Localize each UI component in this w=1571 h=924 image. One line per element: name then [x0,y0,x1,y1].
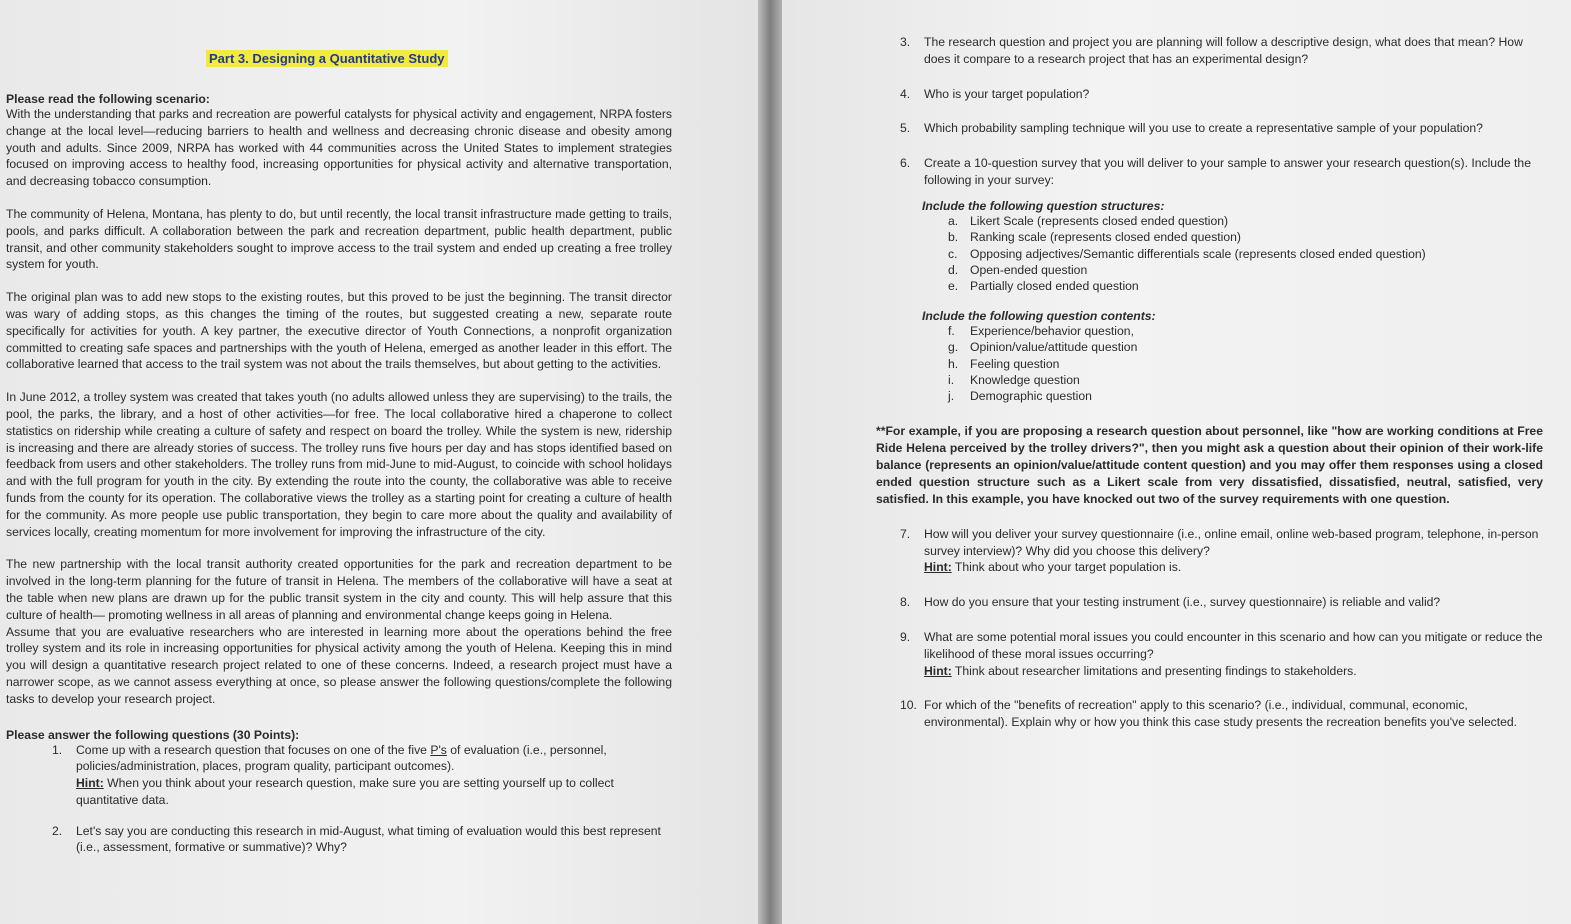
question-text: Let's say you are conducting this research in mid-August, what timing of evaluation would this best represent (i.e., assessment, formative or summative)? Why? [76,823,661,855]
list-letter: f. [948,323,955,338]
list-letter: h. [948,356,959,371]
list-text: Open-ended question [970,263,1088,277]
list-text: Demographic question [970,389,1092,404]
scenario-paragraph-4: In June 2012, a trolley system was created that takes youth (no adults allowed unless they are supervising) to the trails, the pool, the parks, the library, and a host of other activities—for free. The local collaborative hired a chaperone to collect statistics on ridership while creating a culture of safety and respect on board the trolley. While the system is new, ridership is increasing and there are already stories of success. The trolley runs five hours per day and has stops identified based on feedback from users and other stakeholders. The trolley runs from mid-June to mid-August, to coincide with school holidays and with the full program for youth in the city. By extending the route into the county, the collaborative was able to receive funds from the county for its operation. The collaborative views the trolley as a starting point for creating a culture of health for the community. As more people use public transportation, they begin to care more about the quality and availability of services locally, creating momentum for more involvement for improving the infrastructure of the city. [6,390,672,539]
list-item [948,339,1543,355]
question-2 [52,823,672,857]
question-4 [900,86,1543,103]
question-text: Create a 10-question survey that you will deliver to your sample to answer your research question(s). Include the following in your survey: [924,156,1531,187]
right-page [782,0,1571,924]
list-text: Ranking scale (represents closed ended question) [970,230,1241,245]
hint-text: Think about who your target population is. [951,560,1182,575]
list-item [948,356,1543,372]
contents-title: Include the following question contents: [922,308,1156,323]
question-text: Which probability sampling technique will you use to create a representative sample of your population? [924,121,1483,136]
question-number: 1. [52,742,63,757]
scenario-paragraph-6: Assume that you are evaluative researchers who are interested in learning more about the operations behind the free trolley system and its role in increasing opportunities for physical activity among the youth of Helena. Keeping this in mind you will design a quantitative research project related to one of these concerns. Indeed, a research project must have a narrower scope, as we cannot assess everything at once, so please answer the following questions/complete the following tasks to develop your research project. [6,624,672,706]
list-text: Knowledge question [970,373,1080,388]
hint-text: When you think about your research question, make sure you are setting yourself up to collect quantitative data. [76,776,614,807]
question-number: 3. [900,35,911,49]
list-letter: j. [948,389,955,404]
question-text: The research question and project you are planning will follow a descriptive design, what does that mean? How does it compare to a research project that has an experimental design? [924,35,1523,66]
hint-text: Think about researcher limitations and presenting findings to stakeholders. [951,663,1357,678]
question-text: What are some potential moral issues you could encounter in this scenario and how can you mitigate or reduce the likelihood of these moral issues occurring? [924,630,1543,661]
question-number: 2. [52,823,63,838]
question-number: 7. [900,526,911,541]
question-number: 6. [900,156,911,171]
list-item [948,246,1543,262]
hint-label: Hint: [924,560,952,575]
example-note: **For example, if you are proposing a research question about personnel, like "how are working conditions at Free Ride Helena perceived by the trolley drivers?", then you might ask a question about their opinion of their work-life balance (represents an opinion/value/attitude content question) and you may offer them responses using a closed ended question structure such as a Likert scale from very dissatisfied, dissatisfied, neutral, satisfied, very satisfied. In this example, you have knocked out two of the survey requirements with one question. [876,423,1543,506]
list-letter: g. [948,340,959,355]
question-number: 4. [900,86,911,101]
list-letter: b. [948,230,959,245]
list-item [948,372,1543,388]
question-number: 8. [900,595,911,610]
question-text: How do you ensure that your testing instrument (i.e., survey questionnaire) is reliable and valid? [924,595,1441,610]
question-text-continued: of evaluation (i.e., personnel, policies/administration, places, program quality, participant outcomes). [76,742,607,774]
question-text: For which of the "benefits of recreation" apply to this scenario? (i.e., individual, communal, economic, environmental). Explain why or how you think this case study presents the recreation benefits you've selected. [924,698,1518,730]
list-text: Feeling question [970,356,1060,371]
question-number: 10. [900,698,917,713]
list-letter: c. [948,246,958,261]
list-letter: i. [948,373,955,388]
question-body [924,629,1543,679]
question-9 [900,629,1543,679]
list-item [948,388,1543,404]
list-item [948,213,1543,229]
list-item [948,262,1543,278]
question-1 [52,742,672,809]
question-number: 5. [900,121,911,136]
scenario-heading: Please read the following scenario: [6,92,210,106]
question-5 [900,120,1543,137]
question-body [924,526,1543,576]
question-text: How will you deliver your survey questionnaire (i.e., online email, online web-based program, telephone, in-person survey interview)? Why did you choose this delivery? [924,526,1539,558]
list-letter: d. [948,263,959,277]
left-page [0,0,758,924]
list-text: Likert Scale (represents closed ended question) [970,213,1229,228]
document-title: Part 3. Designing a Quantitative Study [206,50,448,67]
list-item [948,323,1543,339]
question-8 [900,594,1543,611]
structures-title: Include the following question structures: [922,198,1165,213]
question-10 [900,697,1543,731]
hint-label: Hint: [76,776,104,791]
list-item [948,278,1543,294]
question-body [76,742,672,809]
scenario-paragraph-2: The community of Helena, Montana, has plenty to do, but until recently, the local transit infrastructure made getting to trails, pools, and parks difficult. A collaboration between the park and recreation department, public health department, public transit, and other community stakeholders sought to improve access to the trail system and ended up creating a free trolley system for youth. [6,206,672,272]
question-number: 9. [900,630,911,645]
list-item [948,229,1543,245]
question-text-underlined: P's [430,742,447,757]
question-text: Come up with a research question that focuses on one of the five [76,742,431,757]
scenario-paragraph-1: With the understanding that parks and recreation are powerful catalysts for physical activity and engagement, NRPA fosters change at the local level—reducing barriers to health and wellness and decreasing chronic disease and obesity among youth and adults. Since 2009, NRPA has worked with 44 communities across the United States to implement strategies focused on improving access to healthy food, increasing opportunities for physical activity and alternative transportation, and decreasing tobacco consumption. [6,107,672,189]
list-text: Partially closed ended question [970,279,1139,294]
book-gutter [758,0,782,924]
question-text: Who is your target population? [924,86,1090,101]
list-text: Opinion/value/attitude question [970,340,1138,355]
question-7 [900,526,1543,576]
list-text: Opposing adjectives/Semantic differentials scale (represents closed ended question) [970,246,1426,261]
scenario-paragraph-3: The original plan was to add new stops to the existing routes, but this proved to be just the beginning. The transit director was wary of adding stops, as this changes the timing of the routes, but suggested creating a new, separate route specifically for activities for youth. A key partner, the executive director of Youth Connections, a nonprofit organization committed to creating safe spaces and partnerships with the youth of Helena, emerged as another leader in this effort. The collaborative learned that access to the trail system was not about the trails themselves, but about getting to the activities. [6,290,672,372]
hint-label: Hint: [924,663,952,678]
list-text: Experience/behavior question, [970,323,1134,338]
list-letter: e. [948,279,959,294]
question-3 [900,34,1543,68]
question-6 [900,155,1543,189]
questions-heading: Please answer the following questions (30 Points): [6,727,300,742]
scenario-paragraph-5: The new partnership with the local transit authority created opportunities for the park and recreation department to be involved in the long-term planning for the future of transit in Helena. The members of the collaborative will have a seat at the table when new plans are drawn up for the public transit system in the city and county. This will help assure that this culture of health— promoting wellness in all areas of planning and environmental change keeps going in Helena. [6,557,672,622]
list-letter: a. [948,213,959,228]
